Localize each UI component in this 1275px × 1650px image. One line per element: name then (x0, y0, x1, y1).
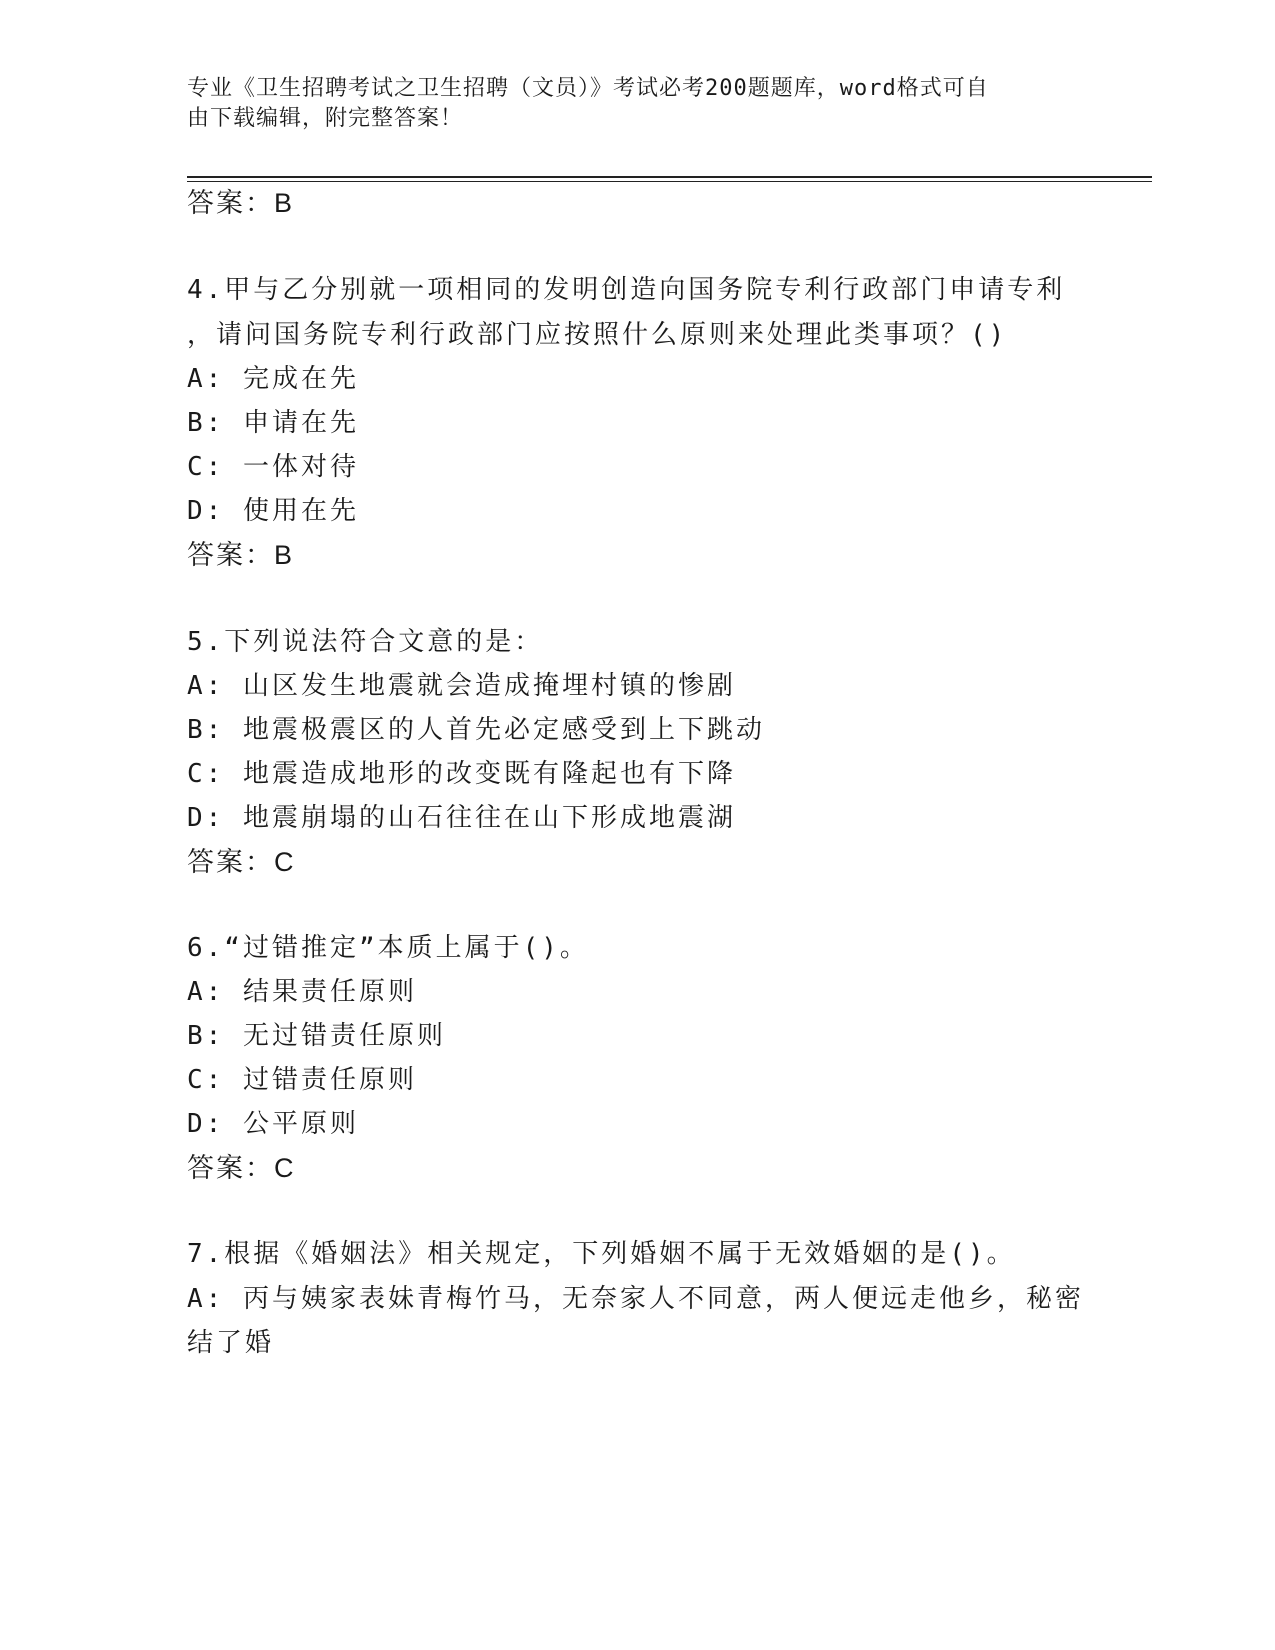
question-5-option-c: C: 地震造成地形的改变既有隆起也有下降 (187, 759, 736, 789)
header-divider-thick (187, 176, 1152, 178)
question-5-option-a: A: 山区发生地震就会造成掩埋村镇的惨剧 (187, 671, 736, 701)
question-4-answer: 答案：B (187, 540, 295, 570)
question-6-option-a: A: 结果责任原则 (187, 977, 417, 1007)
header-line-2: 由下载编辑，附完整答案！ (187, 106, 464, 131)
question-6-stem: 6.“过错推定”本质上属于()。 (187, 933, 589, 963)
header-divider-thin (187, 181, 1152, 182)
question-4-option-b: B: 申请在先 (187, 408, 359, 438)
question-4-option-c: C: 一体对待 (187, 452, 359, 482)
question-6-answer: 答案：C (187, 1153, 296, 1183)
question-5-stem: 5.下列说法符合文意的是： (187, 627, 544, 657)
question-7-option-a-line-2: 结了婚 (187, 1328, 275, 1358)
question-4-stem-line-2: ，请问国务院专利行政部门应按照什么原则来处理此类事项？() (187, 320, 1008, 350)
question-5-answer: 答案：C (187, 847, 296, 877)
header-line-1: 专业《卫生招聘考试之卫生招聘（文员）》考试必考200题题库，word格式可自 (187, 76, 989, 101)
question-6-option-c: C: 过错责任原则 (187, 1065, 417, 1095)
prev-answer: 答案：B (187, 188, 295, 218)
question-4-stem-line-1: 4.甲与乙分别就一项相同的发明创造向国务院专利行政部门申请专利 (187, 275, 1066, 305)
question-6-option-b: B: 无过错责任原则 (187, 1021, 446, 1051)
question-7-option-a-line-1: A: 丙与姨家表妹青梅竹马，无奈家人不同意，两人便远走他乡，秘密 (187, 1284, 1084, 1314)
question-5-option-b: B: 地震极震区的人首先必定感受到上下跳动 (187, 715, 765, 745)
question-4-option-d: D: 使用在先 (187, 496, 359, 526)
question-6-option-d: D: 公平原则 (187, 1109, 359, 1139)
question-5-option-d: D: 地震崩塌的山石往往在山下形成地震湖 (187, 803, 736, 833)
question-4-option-a: A: 完成在先 (187, 364, 359, 394)
question-7-stem: 7.根据《婚姻法》相关规定，下列婚姻不属于无效婚姻的是()。 (187, 1239, 1016, 1269)
page-header (187, 74, 1067, 134)
